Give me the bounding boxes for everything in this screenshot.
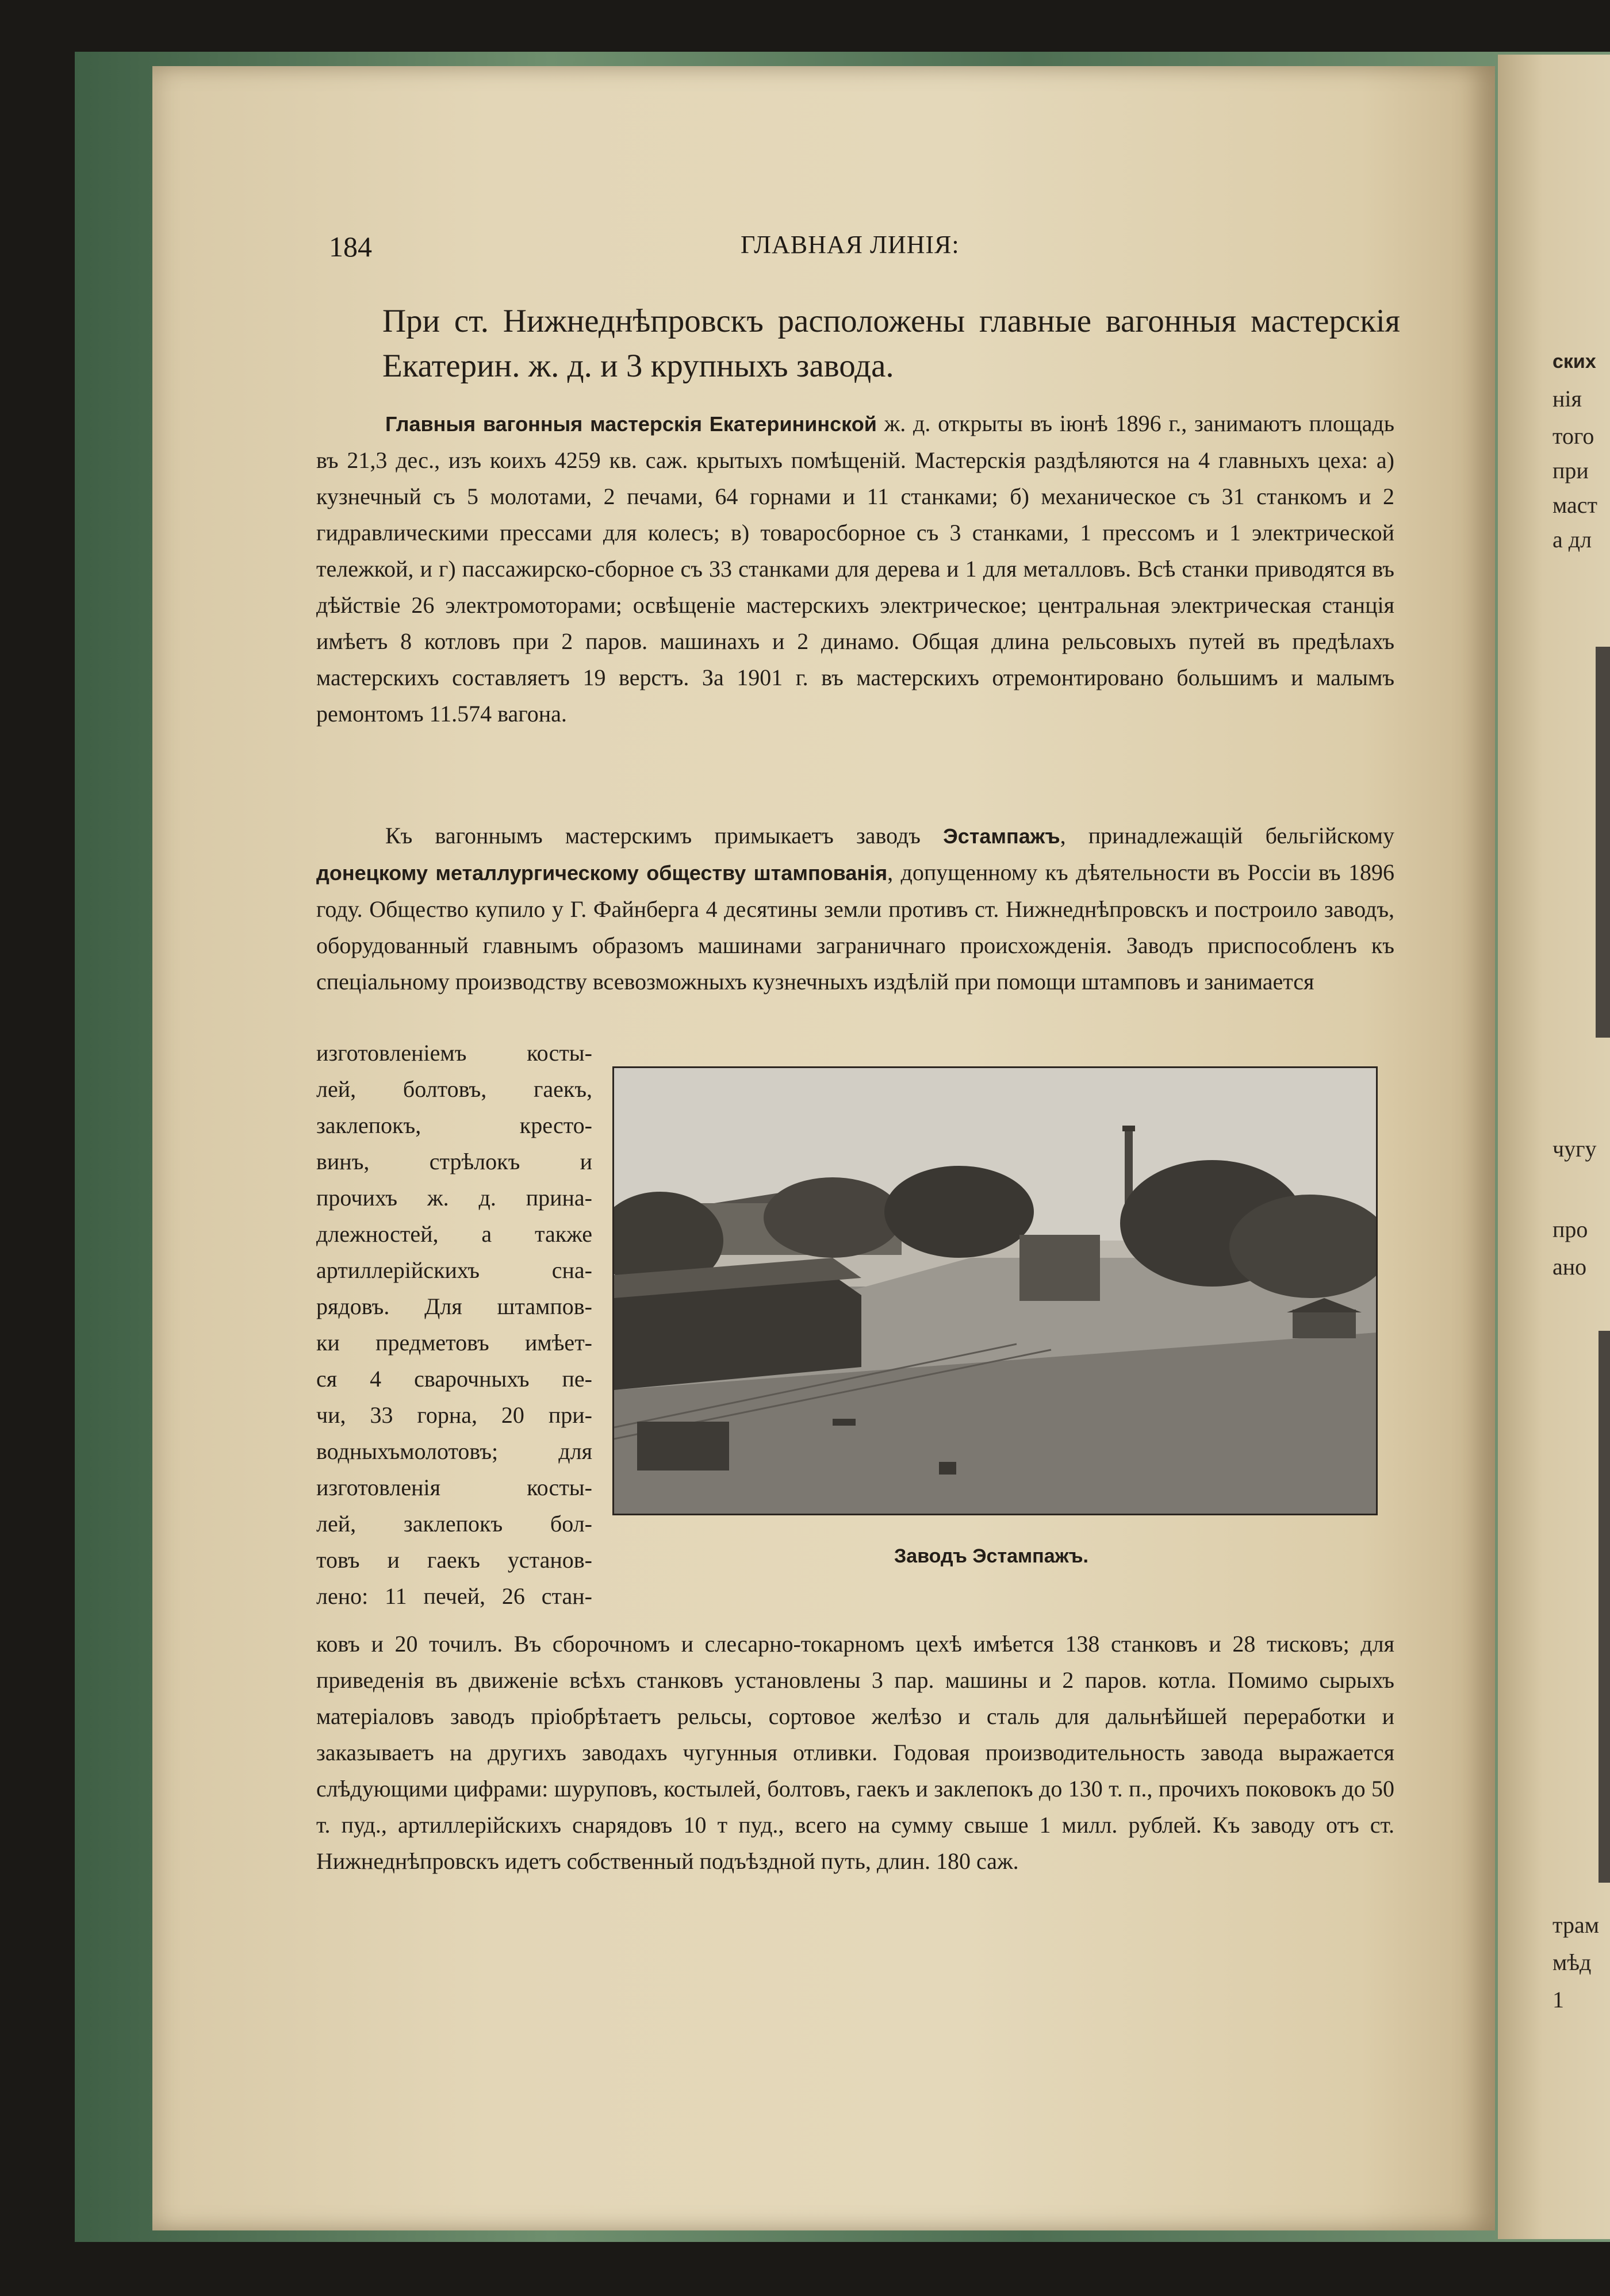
wrapped-line: водныхъмолотовъ; для bbox=[316, 1438, 592, 1464]
wrapped-line: чи, 33 горна, 20 при- bbox=[316, 1402, 592, 1428]
wrapped-line: товъ и гаекъ установ- bbox=[316, 1547, 592, 1573]
facing-page-fragment: ано bbox=[1552, 1254, 1587, 1280]
wrapped-line: длежностей, а также bbox=[316, 1221, 592, 1247]
wrapped-line: лей, заклепокъ бол- bbox=[316, 1511, 592, 1537]
wrapped-line: изготовленія косты- bbox=[316, 1475, 592, 1500]
wrapped-text-column bbox=[316, 1035, 592, 1614]
wrapped-line: прочихъ ж. д. прина- bbox=[316, 1185, 592, 1211]
paragraph-text: , допущенному къ дѣятельности въ Россіи въ 1896 году. Общество купило у Г. Файнберга 4 десятины земли противъ ст. Нижнеднѣпровскъ и построило заводъ, оборудованный главнымъ образомъ машинами заграничнаго происхожденія. Заводъ приспособленъ къ спеціальному производству всевозможныхъ кузнечныхъ издѣлій при помощи штамповъ и занимается bbox=[316, 859, 1395, 995]
bold-term: Главныя вагонныя мастерскія Екатерининской bbox=[385, 412, 877, 436]
facing-page-fragment: трам bbox=[1552, 1912, 1600, 1938]
facing-page-fragment: чугу bbox=[1552, 1136, 1597, 1162]
facing-page-photo bbox=[1598, 1331, 1610, 1883]
bold-term: донецкому металлургическому обществу штампованія bbox=[316, 861, 888, 885]
facing-page bbox=[1498, 55, 1610, 2239]
facing-page-fragment: про bbox=[1552, 1216, 1588, 1242]
lead-paragraph: При ст. Нижнеднѣпровскъ расположены главные вагонныя мастерскія Екатерин. ж. д. и 3 крупныхъ завода. bbox=[382, 303, 1400, 384]
facing-page-fragment: ских bbox=[1552, 351, 1596, 373]
paragraph-estampage bbox=[316, 817, 1394, 1000]
bold-term: Эстампажъ bbox=[943, 824, 1060, 848]
factory-photograph bbox=[612, 1066, 1378, 1515]
wrapped-line: изготовленіемъ косты- bbox=[316, 1040, 592, 1066]
wrapped-line: винъ, стрѣлокъ и bbox=[316, 1149, 592, 1174]
facing-page-fragment: того bbox=[1552, 423, 1594, 449]
wrapped-line: артиллерійскихъ сна- bbox=[316, 1257, 592, 1283]
photo-caption: Заводъ Эстампажъ. bbox=[894, 1545, 1088, 1567]
wrapped-line: рядовъ. Для штампов- bbox=[316, 1293, 592, 1319]
wrapped-line: заклепокъ, кресто- bbox=[316, 1112, 592, 1138]
facing-page-photo bbox=[1596, 647, 1610, 1038]
facing-page-fragment: при bbox=[1552, 458, 1589, 483]
paragraph-text: , принадлежащій бельгійскому bbox=[1060, 823, 1394, 848]
page-number: 184 bbox=[329, 231, 372, 263]
paragraph-production: ковъ и 20 точилъ. Въ сборочномъ и слесарно-токарномъ цехѣ имѣется 138 станковъ и 28 тисковъ; для приведенія въ движеніе всѣхъ станковъ установлены 3 пар. машины и 2 паров. котла. Помимо сырыхъ матеріаловъ заводъ пріобрѣтаетъ рельсы, сортовое желѣзо и сталь для дальнѣйшей переработки и заказываетъ на другихъ заводахъ чугунныя отливки. Годовая производительность завода выражается слѣдующими цифрами: шуруповъ, костылей, болтовъ, гаекъ и заклепокъ до 130 т. п., прочихъ поковокъ до 50 т. пуд., артиллерійскихъ снарядовъ 10 т пуд., всего на сумму свыше 1 милл. рублей. Къ заводу отъ ст. Нижнеднѣпровскъ идетъ собственный подъѣздной путь, длин. 180 саж. bbox=[316, 1631, 1394, 1874]
paragraph-text: Къ вагоннымъ мастерскимъ примыкаетъ заводъ bbox=[385, 823, 944, 848]
facing-page-fragment: 1 bbox=[1552, 1987, 1564, 2013]
paragraph-workshops bbox=[316, 405, 1394, 732]
facing-page-fragment: нія bbox=[1552, 386, 1582, 412]
wrapped-line: лено: 11 печей, 26 стан- bbox=[316, 1583, 592, 1609]
facing-page-fragment: маст bbox=[1552, 492, 1598, 518]
running-header: ГЛАВНАЯ ЛИНІЯ: bbox=[741, 231, 960, 259]
wrapped-line: лей, болтовъ, гаекъ, bbox=[316, 1076, 592, 1102]
facing-page-fragment: мѣд bbox=[1552, 1949, 1592, 1975]
wrapped-line: ся 4 сварочныхъ пе- bbox=[316, 1366, 592, 1392]
wrapped-line: ки предметовъ имѣет- bbox=[316, 1330, 592, 1356]
facing-page-fragment: а дл bbox=[1552, 527, 1592, 552]
paragraph-text: ж. д. открыты въ іюнѣ 1896 г., занимаютъ площадь въ 21,3 дес., изъ коихъ 4259 кв. саж. крытыхъ помѣщеній. Мастерскія раздѣляются на 4 главныхъ цеха: а) кузнечный съ 5 молотами, 2 печами, 64 горнами и 11 станками; б) механическое съ 31 станкомъ и 2 гидравлическими прессами для колесъ; в) товаросборное съ 3 станками, 1 прессомъ и 1 электрической тележкой, и г) пассажирско-сборное съ 33 станками для дерева и 1 для металловъ. Всѣ станки приводятся въ дѣйствіе 26 электромоторами; освѣщеніе мастерскихъ электрическое; центральная электрическая станція имѣетъ 8 котловъ при 2 паров. машинахъ и 2 динамо. Общая длина рельсовыхъ путей въ предѣлахъ мастерскихъ составляетъ 19 верстъ. За 1901 г. въ мастерскихъ отремонтировано большимъ и малымъ ремонтомъ 11.574 вагона. bbox=[316, 410, 1394, 727]
